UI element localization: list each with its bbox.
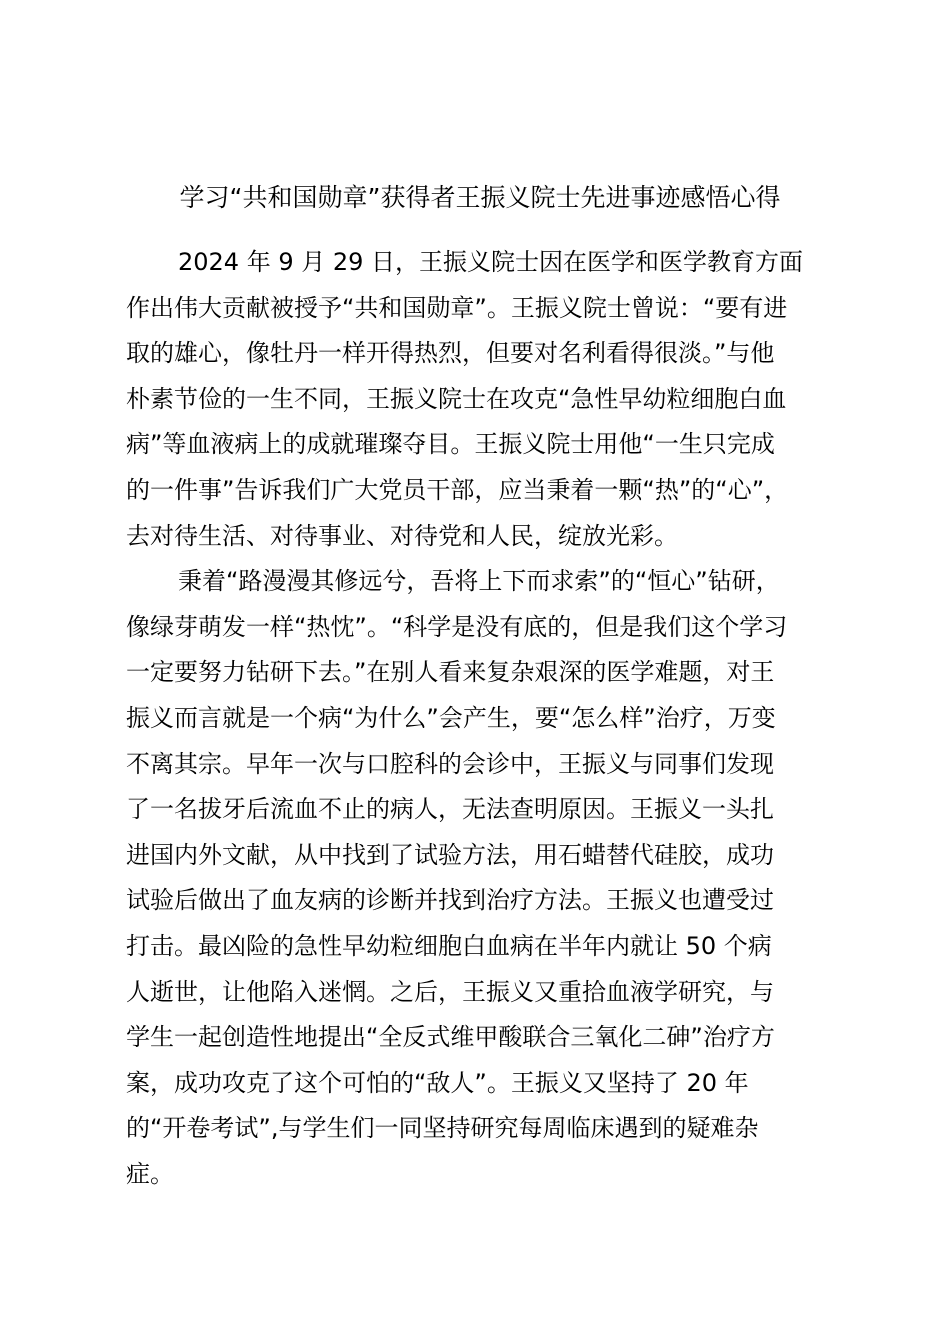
paragraph-line: 症。 bbox=[126, 1159, 174, 1188]
paragraph-line: 了一名拔牙后流血不止的病人，无法查明原因。王振义一头扎 bbox=[126, 795, 774, 824]
paragraph-line: 秉着“路漫漫其修远兮，吾将上下而求索”的“恒心”钻研， bbox=[178, 567, 780, 596]
paragraph-line: 像绿芽萌发一样“热忱”。“科学是没有底的，但是我们这个学习 bbox=[126, 612, 788, 641]
paragraph-line: 2024 年 9 月 29 日，王振义院士因在医学和医学教育方面 bbox=[178, 248, 804, 276]
paragraph-line: 振义而言就是一个病“为什么”会产生，要“怎么样”治疗，万变 bbox=[126, 703, 776, 732]
paragraph-1 bbox=[126, 240, 836, 559]
paragraph-line: 进国内外文献，从中找到了试验方法，用石蜡替代硅胶，成功 bbox=[126, 840, 774, 869]
paragraph-line: 学生一起创造性地提出“全反式维甲酸联合三氧化二砷”治疗方 bbox=[126, 1023, 775, 1052]
paragraph-line: 作出伟大贡献被授予“共和国勋章”。王振义院士曾说：“要有进 bbox=[126, 293, 788, 322]
paragraph-line: 去对待生活、对待事业、对待党和人民，绽放光彩。 bbox=[126, 521, 678, 550]
paragraph-line: 朴素节俭的一生不同，王振义院士在攻克“急性早幼粒细胞白血 bbox=[126, 384, 787, 413]
paragraph-line: 一定要努力钻研下去。”在别人看来复杂艰深的医学难题，对王 bbox=[126, 658, 775, 687]
paragraph-line: 不离其宗。早年一次与口腔科的会诊中，王振义与同事们发现 bbox=[126, 749, 774, 778]
paragraph-line: 人逝世，让他陷入迷惘。之后，王振义又重拾血液学研究，与 bbox=[126, 977, 774, 1006]
document-body bbox=[126, 240, 836, 1197]
paragraph-line: 的一件事”告诉我们广大党员干部，应当秉着一颗“热”的“心”， bbox=[126, 475, 789, 504]
paragraph-2 bbox=[126, 559, 836, 1197]
paragraph-line: 打击。最凶险的急性早幼粒细胞白血病在半年内就让 50 个病 bbox=[126, 931, 772, 960]
paragraph-line: 案，成功攻克了这个可怕的“敌人”。王振义又坚持了 20 年 bbox=[126, 1068, 749, 1097]
document-title: 学习“共和国勋章”获得者王振义院士先进事迹感悟心得 bbox=[179, 183, 781, 212]
paragraph-line: 试验后做出了血友病的诊断并找到治疗方法。王振义也遭受过 bbox=[126, 886, 774, 915]
paragraph-line: 的“开卷考试”,与学生们一同坚持研究每周临床遇到的疑难杂 bbox=[126, 1114, 759, 1143]
paragraph-line: 取的雄心，像牡丹一样开得热烈，但要对名利看得很淡。”与他 bbox=[126, 339, 775, 368]
paragraph-line: 病”等血液病上的成就璀璨夺目。王振义院士用他“一生只完成 bbox=[126, 430, 775, 459]
